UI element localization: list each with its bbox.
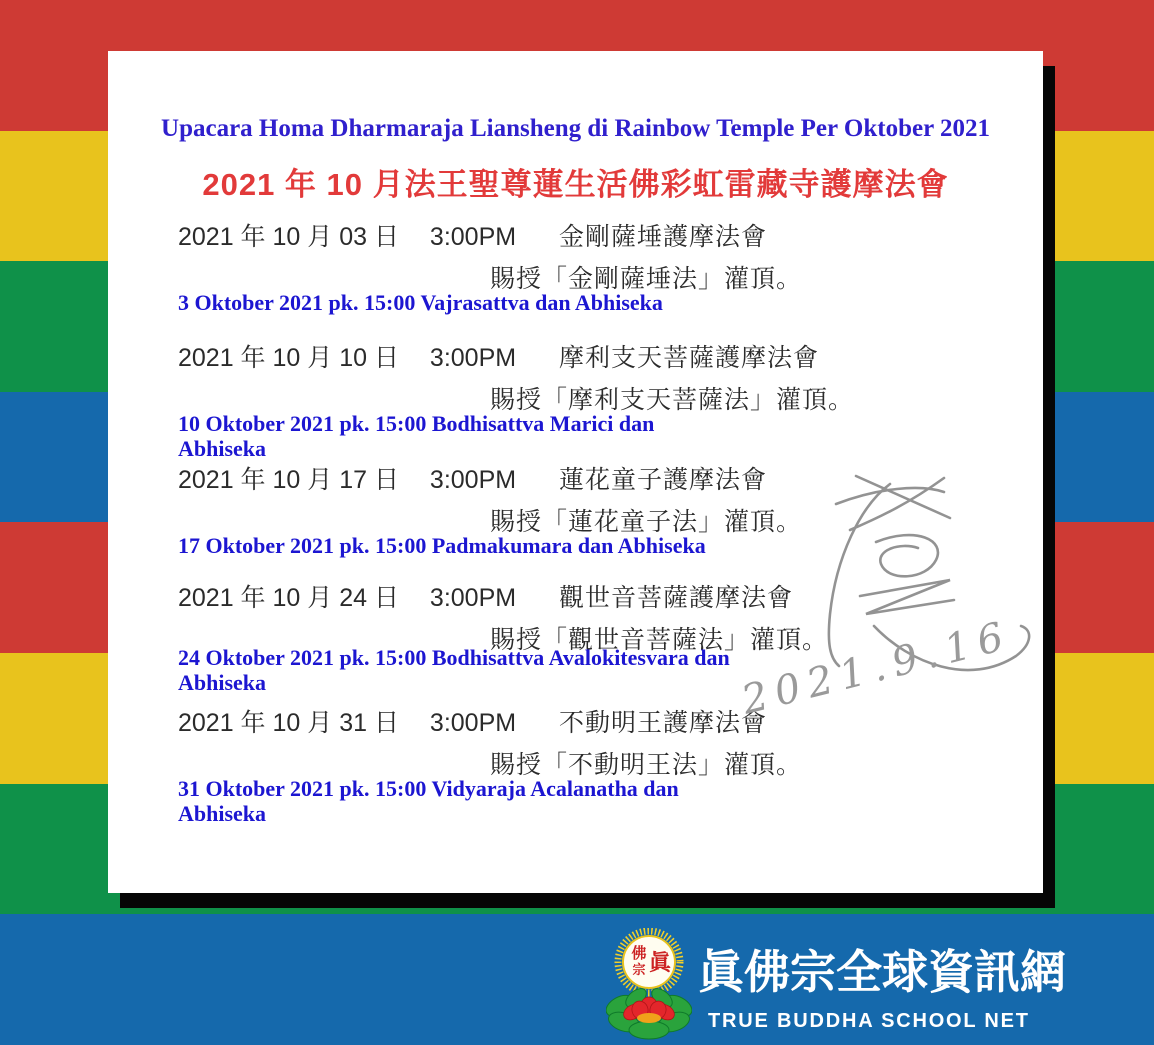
- true-buddha-school-emblem-icon: [606, 928, 692, 1040]
- svg-text:佛: 佛: [631, 945, 647, 962]
- abhiseka-line-cn: 賜授「觀世音菩薩法」灌頂。: [490, 626, 829, 654]
- abhiseka-line-cn: 賜授「蓮花童子法」灌頂。: [490, 508, 803, 536]
- event-date-cn: 2021 年 10 月 24 日: [178, 584, 399, 612]
- event-line-indonesian: 24 Oktober 2021 pk. 15:00 Bodhisattva Avalokitesvara dan Abhiseka: [178, 645, 730, 695]
- event-name-cn: 金剛薩埵護摩法會: [559, 223, 768, 251]
- abhiseka-line-cn: 賜授「金剛薩埵法」灌頂。: [490, 265, 803, 293]
- page-title-indonesian: Upacara Homa Dharmaraja Liansheng di Rainbow Temple Per Oktober 2021: [161, 115, 990, 142]
- event-time: 3:00PM: [429, 223, 517, 251]
- event-date-cn: 2021 年 10 月 17 日: [178, 466, 399, 494]
- event-time: 3:00PM: [429, 344, 517, 372]
- event-line-indonesian: 17 Oktober 2021 pk. 15:00 Padmakumara dan Abhiseka: [178, 533, 706, 558]
- svg-text:眞: 眞: [648, 950, 672, 975]
- event-name-cn: 觀世音菩薩護摩法會: [559, 584, 794, 612]
- site-name-english: TRUE BUDDHA SCHOOL NET: [708, 1010, 1030, 1032]
- abhiseka-line-cn: 賜授「摩利支天菩薩法」灌頂。: [490, 386, 855, 414]
- event-date-line: [178, 578, 793, 614]
- abhiseka-line-cn: 賜授「不動明王法」灌頂。: [490, 751, 803, 779]
- event-date-line: [178, 338, 819, 374]
- signature-date: 2021.9.16: [738, 612, 1016, 724]
- event-date-cn: 2021 年 10 月 03 日: [178, 223, 399, 251]
- event-date-line: [178, 703, 767, 739]
- schedule-entry-1: [178, 217, 1008, 335]
- site-name-chinese: 眞佛宗全球資訊網: [698, 947, 1066, 998]
- svg-text:宗: 宗: [632, 962, 646, 977]
- event-line-indonesian: 10 Oktober 2021 pk. 15:00 Bodhisattva Marici dan Abhiseka: [178, 411, 655, 461]
- event-line-indonesian: 3 Oktober 2021 pk. 15:00 Vajrasattva dan Abhiseka: [178, 290, 663, 315]
- event-time: 3:00PM: [429, 466, 517, 494]
- event-line-indonesian: 31 Oktober 2021 pk. 15:00 Vidyaraja Acalanatha dan Abhiseka: [178, 776, 679, 826]
- event-date-line: [178, 217, 767, 253]
- event-date-cn: 2021 年 10 月 10 日: [178, 344, 399, 372]
- announcement-sheet: [108, 51, 1043, 893]
- event-date-cn: 2021 年 10 月 31 日: [178, 709, 399, 737]
- event-name-cn: 不動明王護摩法會: [559, 709, 768, 737]
- event-name-cn: 蓮花童子護摩法會: [559, 466, 768, 494]
- event-date-line: [178, 460, 767, 496]
- event-time: 3:00PM: [429, 584, 517, 612]
- event-name-cn: 摩利支天菩薩護摩法會: [559, 344, 820, 372]
- event-time: 3:00PM: [429, 709, 517, 737]
- schedule-entry-2: [178, 338, 1008, 461]
- handwritten-signature: [738, 446, 1038, 756]
- page-title-chinese: 2021 年 10 月法王聖尊蓮生活佛彩虹雷藏寺護摩法會: [202, 167, 949, 202]
